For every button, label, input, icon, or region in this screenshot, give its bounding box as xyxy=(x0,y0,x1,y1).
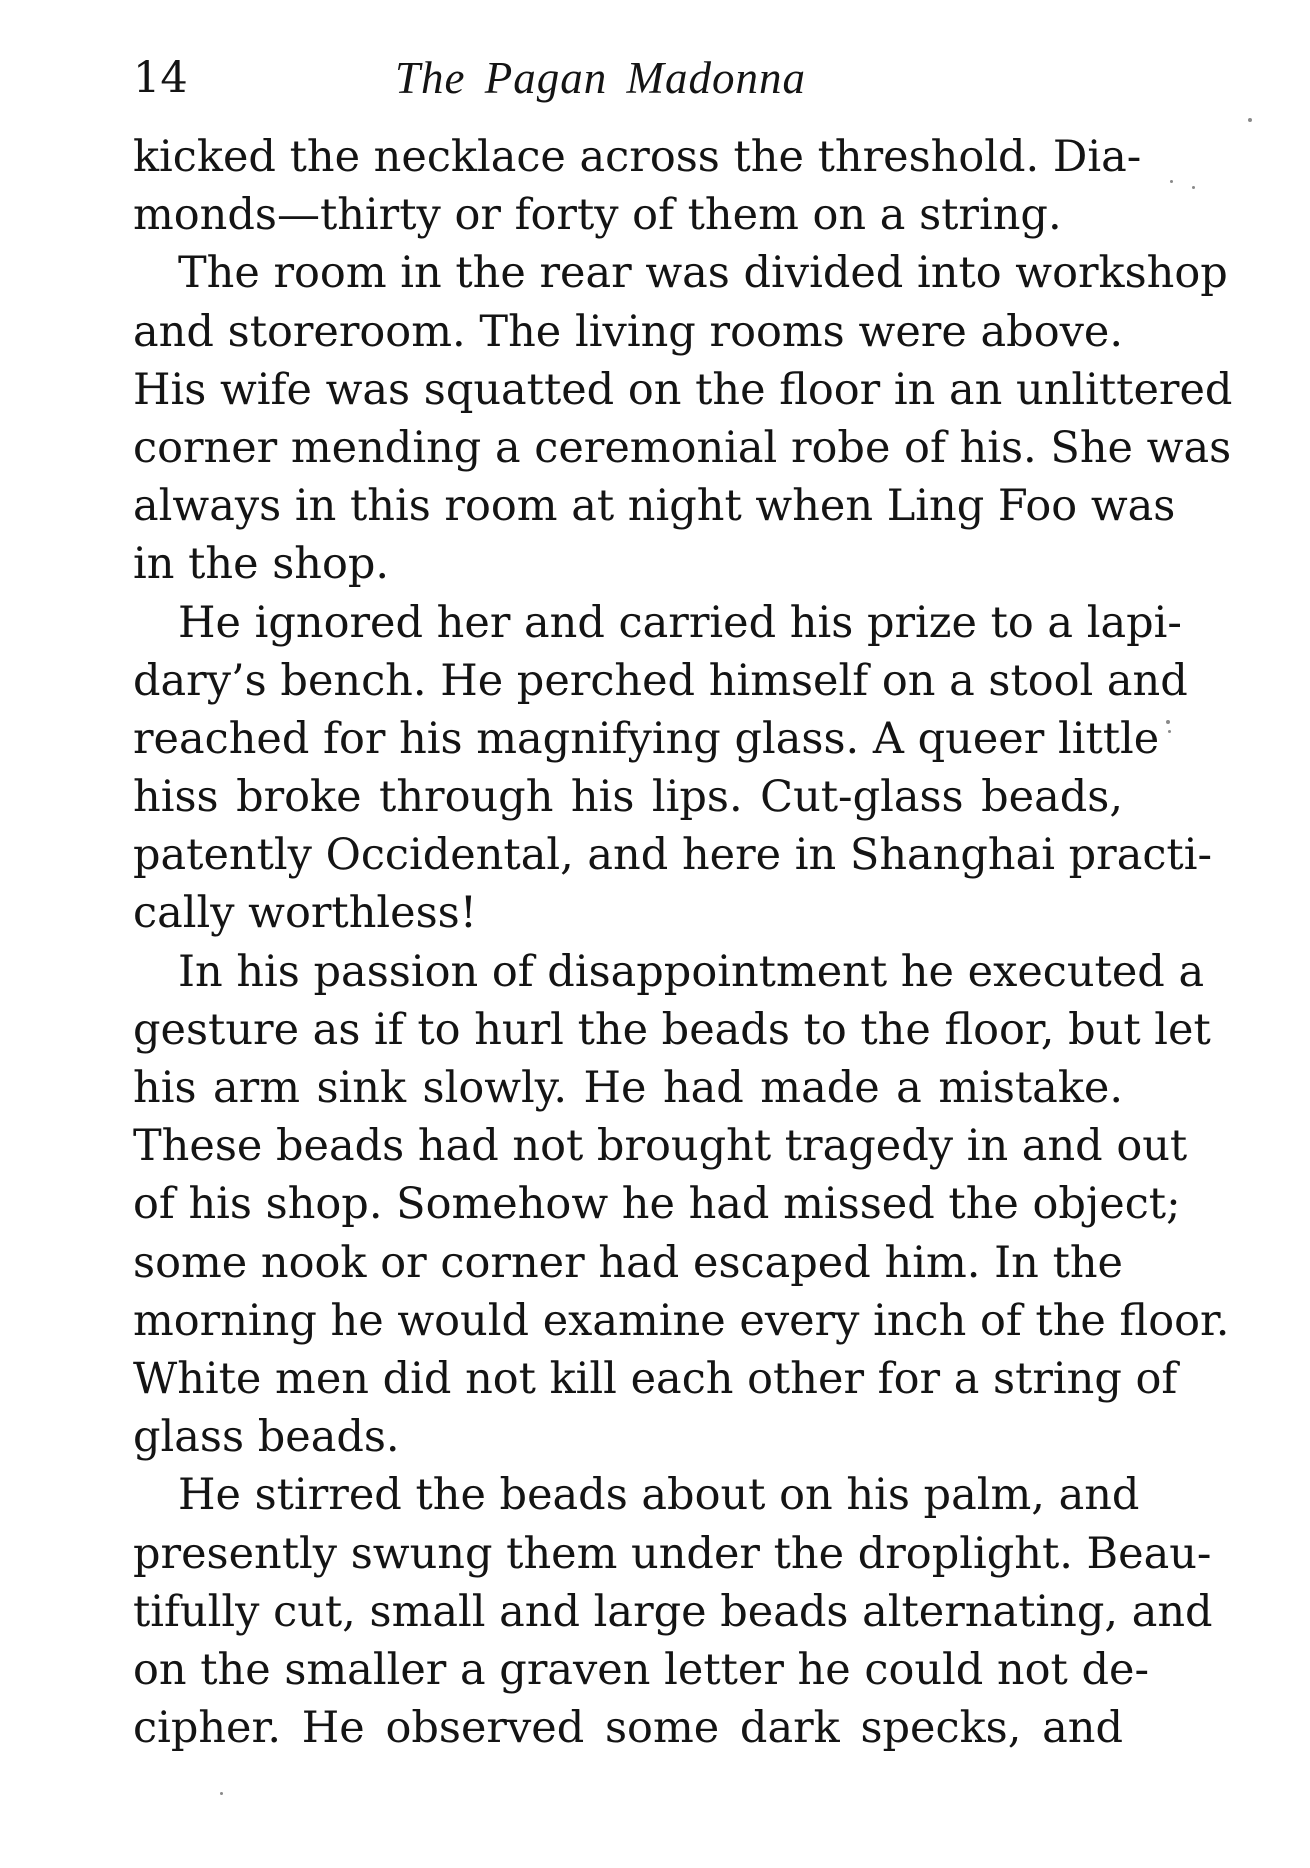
text-line: He stirred the beads about on his palm, and xyxy=(178,1470,1140,1521)
text-line: These beads had not brought tragedy in and out xyxy=(133,1121,1188,1172)
text-line: in the shop. xyxy=(133,539,390,590)
text-line: morning he would examine every inch of the floor. xyxy=(133,1295,1230,1346)
text-line: cipher. He observed some dark specks, and xyxy=(133,1703,1123,1754)
text-line: gesture as if to hurl the beads to the floor, but let xyxy=(133,1004,1211,1055)
print-speck xyxy=(1248,118,1252,122)
print-speck xyxy=(1168,730,1171,733)
text-line: his arm sink slowly. He had made a mistake. xyxy=(133,1063,1123,1113)
print-speck xyxy=(1166,720,1170,724)
text-line: reached for his magnifying glass. A queer little xyxy=(133,713,1160,764)
running-title: The Pagan Madonna xyxy=(395,53,806,103)
text-line: kicked the necklace across the threshold. Dia- xyxy=(133,132,1142,182)
text-line: some nook or corner had escaped him. In the xyxy=(133,1237,1123,1288)
print-speck xyxy=(1170,180,1173,183)
text-line: hiss broke through his lips. Cut-glass beads, xyxy=(133,772,1123,823)
text-line: The room in the rear was divided into workshop xyxy=(178,248,1228,299)
text-line: monds—thirty or forty of them on a string. xyxy=(133,190,1062,241)
text-line: and storeroom. The living rooms were above. xyxy=(133,306,1123,357)
text-line: White men did not kill each other for a string of xyxy=(133,1353,1178,1404)
print-speck xyxy=(1192,186,1195,189)
text-line: patently Occidental, and here in Shanghai practi- xyxy=(133,830,1212,881)
page-number: 14 xyxy=(133,53,188,103)
text-line: dary’s bench. He perched himself on a stool and xyxy=(133,655,1188,706)
text-line: corner mending a ceremonial robe of his. She was xyxy=(133,422,1232,473)
text-line: His wife was squatted on the floor in an unlittered xyxy=(133,364,1233,415)
print-speck xyxy=(220,1792,223,1795)
text-line: He ignored her and carried his prize to a lapi- xyxy=(178,597,1182,648)
text-line: glass beads. xyxy=(133,1412,400,1463)
text-line: In his passion of disappointment he executed a xyxy=(178,946,1205,997)
text-line: cally worthless! xyxy=(133,888,478,939)
body-text xyxy=(133,128,1233,1757)
text-line: always in this room at night when Ling Foo was xyxy=(133,481,1176,532)
text-line: presently swung them under the droplight. Beau- xyxy=(133,1528,1212,1579)
page-header xyxy=(133,48,1123,108)
text-line: of his shop. Somehow he had missed the object; xyxy=(133,1179,1181,1230)
text-line: on the smaller a graven letter he could not de- xyxy=(133,1644,1150,1695)
text-line: tifully cut, small and large beads alternating, and xyxy=(133,1586,1213,1637)
